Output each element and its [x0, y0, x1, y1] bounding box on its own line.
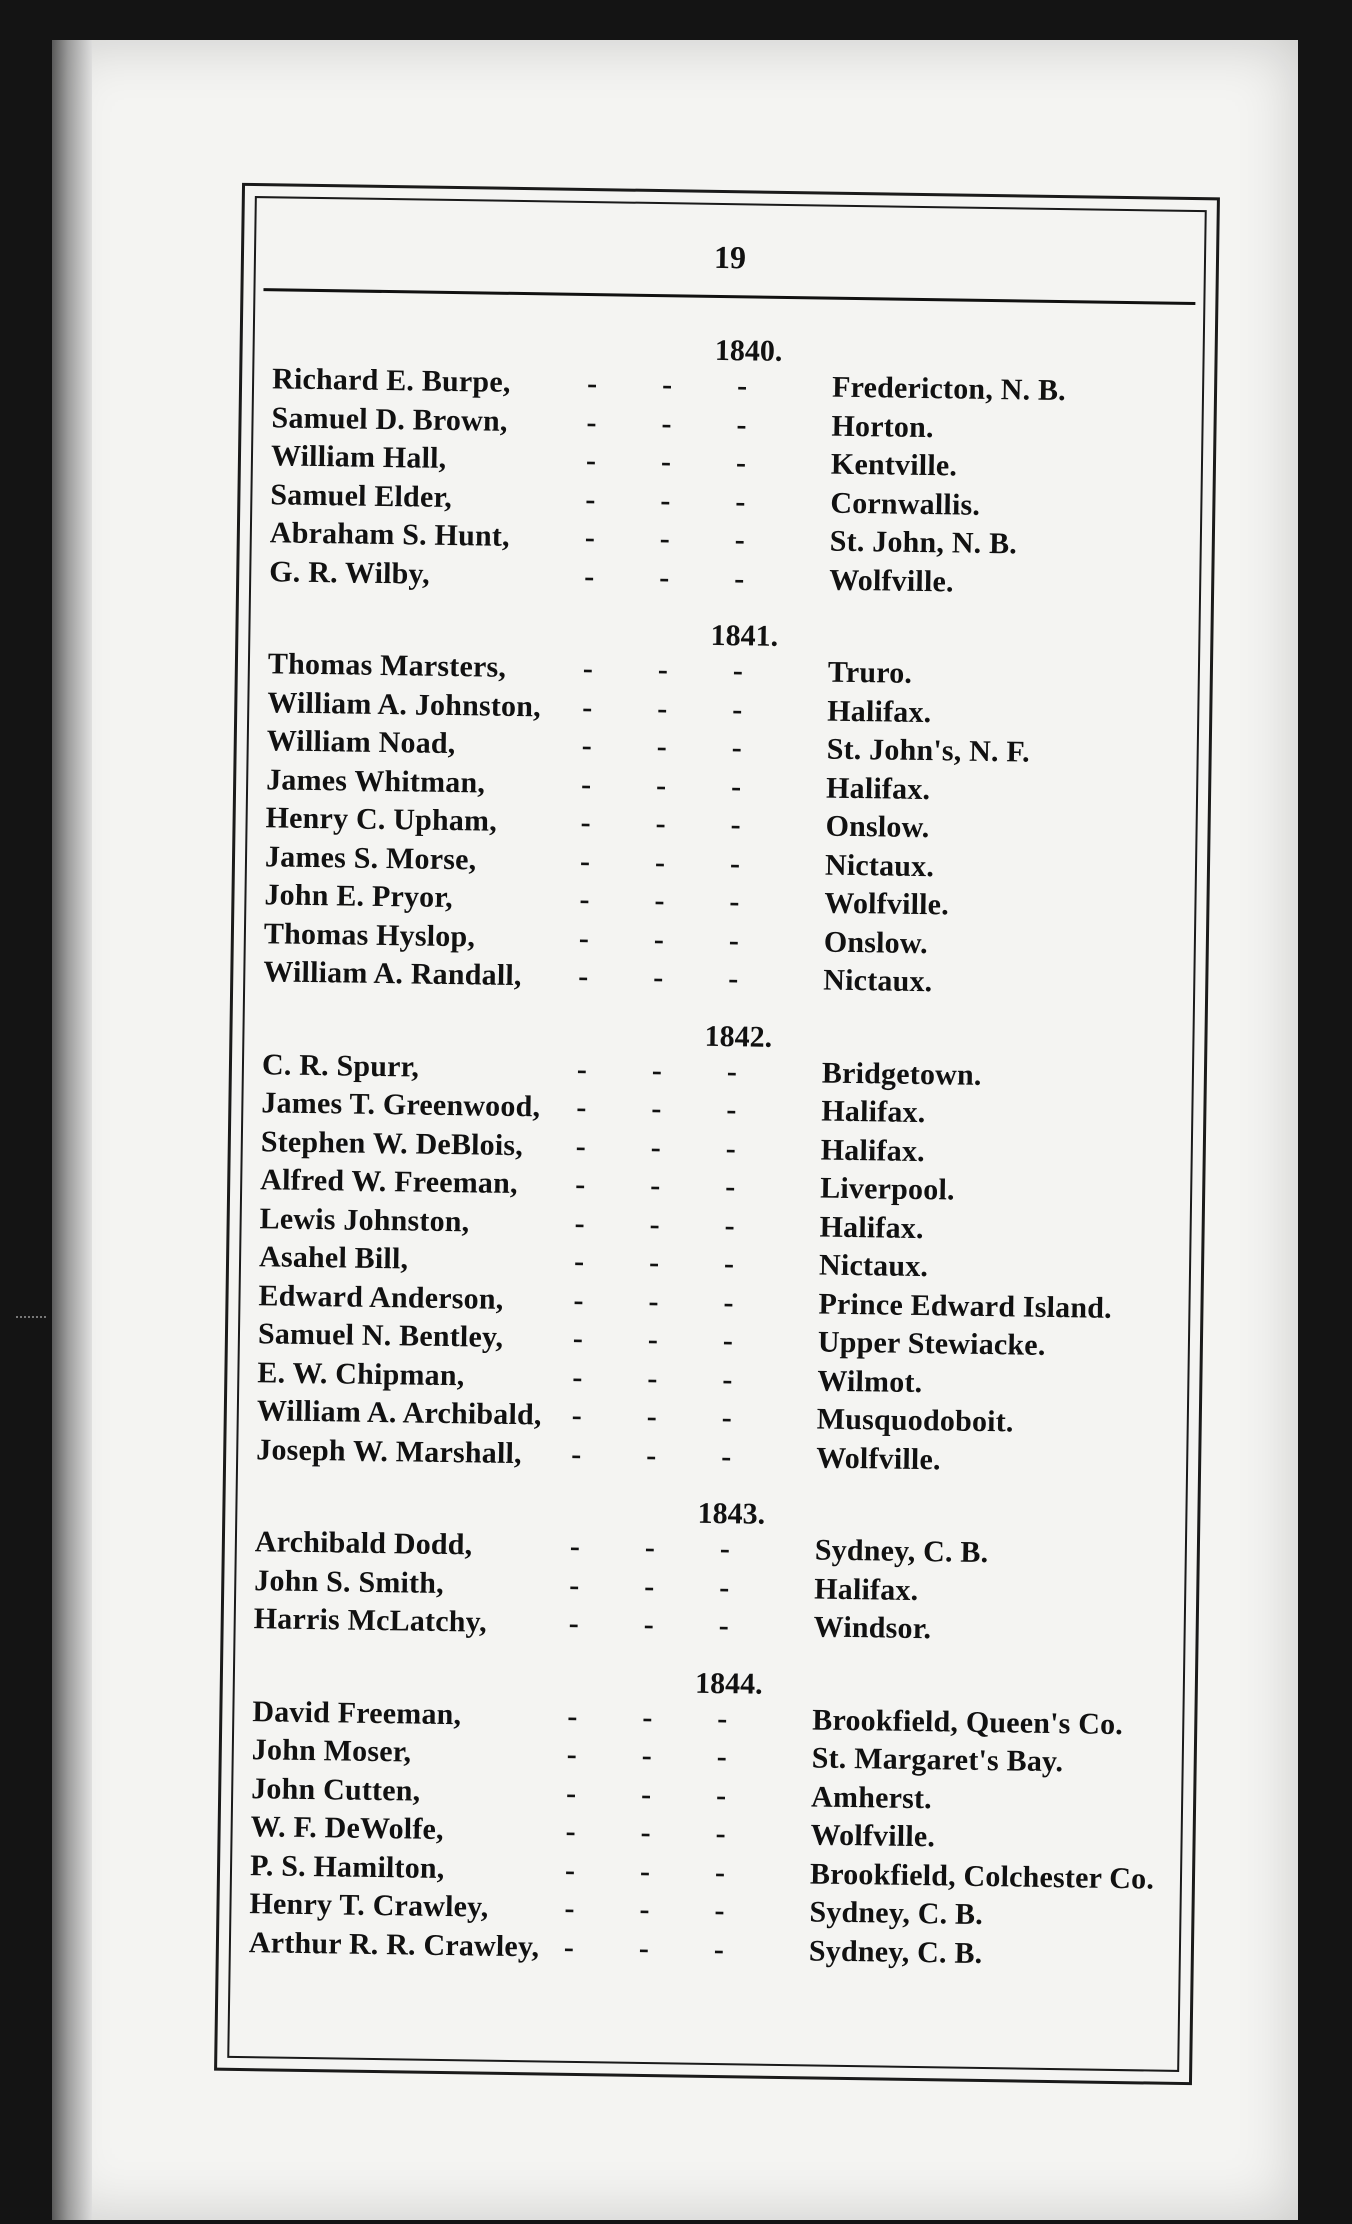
leader-dash: - — [654, 845, 666, 879]
leader-dash: - — [715, 1817, 727, 1851]
leader-dash: - — [660, 483, 671, 517]
person-name: James T. Greenwood, — [261, 1086, 541, 1124]
leader-dash: - — [734, 561, 745, 595]
leader-dash: - — [653, 961, 664, 995]
leader-dash: - — [565, 1814, 577, 1848]
leader-dash: - — [729, 846, 741, 880]
person-name: Henry T. Crawley, — [249, 1887, 489, 1924]
person-name: John S. Smith, — [254, 1563, 445, 1600]
leader-dash: - — [735, 446, 747, 480]
leader-dash: - — [719, 1570, 730, 1604]
person-name: Stephen W. DeBlois, — [260, 1124, 524, 1162]
leader-dash: - — [585, 443, 597, 478]
leader-dash: - — [724, 1170, 736, 1204]
person-name: William A. Randall, — [263, 955, 522, 993]
person-name: G. R. Wilby, — [269, 554, 431, 591]
leader-dash: - — [649, 1207, 661, 1241]
leader-dash: - — [725, 1131, 737, 1165]
leader-dash: - — [736, 407, 747, 441]
residence-place: Bridgetown. — [821, 1056, 982, 1092]
leader-dash: - — [653, 922, 665, 956]
leader-dash: - — [713, 1932, 725, 1966]
leader-dash: - — [655, 768, 667, 802]
leader-dash: - — [651, 1053, 663, 1087]
residence-place: Halifax. — [819, 1210, 924, 1245]
residence-place: Halifax. — [825, 771, 931, 806]
person-name: Thomas Marsters, — [267, 647, 507, 684]
leader-dash: - — [722, 1324, 734, 1358]
residence-place: Nictaux. — [818, 1248, 929, 1284]
person-name: John Moser, — [251, 1733, 412, 1769]
leader-dash: - — [728, 962, 739, 996]
leader-dash: - — [715, 1778, 727, 1812]
leader-dash: - — [580, 767, 592, 801]
leader-dash: - — [640, 1777, 652, 1811]
leader-dash: - — [569, 1529, 581, 1564]
margin-smudge — [16, 1316, 46, 1324]
leader-dash: - — [657, 653, 669, 687]
year-heading: 1843. — [697, 1496, 766, 1531]
year-section — [226, 1011, 1205, 1485]
residence-place: Onslow. — [823, 925, 929, 960]
year-section — [233, 611, 1211, 1008]
leader-dash: - — [574, 1167, 586, 1202]
person-name: William A. Johnston, — [267, 685, 542, 723]
leader-dash: - — [565, 1776, 577, 1810]
book-spine-shadow — [52, 40, 92, 2220]
leader-dash: - — [578, 921, 590, 955]
leader-dash: - — [642, 1700, 653, 1734]
leader-dash: - — [726, 1093, 737, 1127]
person-name: William A. Archibald, — [256, 1394, 542, 1432]
leader-dash: - — [734, 523, 746, 557]
leader-dash: - — [723, 1285, 734, 1319]
leader-dash: - — [580, 805, 592, 840]
leader-dash: - — [661, 406, 672, 440]
person-name: Joseph W. Marshall, — [256, 1432, 523, 1470]
person-name: John E. Pryor, — [264, 878, 454, 915]
leader-dash: - — [731, 731, 743, 765]
person-name: Richard E. Burpe, — [271, 362, 511, 399]
leader-dash: - — [586, 366, 598, 401]
page-number: 19 — [713, 238, 747, 276]
leader-dash: - — [641, 1738, 653, 1773]
leader-dash: - — [644, 1530, 656, 1565]
leader-dash: - — [648, 1284, 659, 1318]
leader-dash: - — [575, 1129, 587, 1163]
leader-dash: - — [651, 1092, 662, 1126]
page-frame — [214, 183, 1220, 2085]
residence-place: Halifax. — [827, 694, 932, 729]
leader-dash: - — [717, 1701, 728, 1735]
leader-dash: - — [659, 560, 670, 594]
residence-place: Sydney, C. B. — [809, 1895, 984, 1932]
residence-place: Horton. — [831, 409, 934, 444]
person-name: E. W. Chipman, — [257, 1355, 465, 1392]
leader-dash: - — [726, 1054, 738, 1088]
leader-dash: - — [568, 1606, 580, 1641]
person-name: John Cutten, — [250, 1771, 421, 1808]
leader-dash: - — [645, 1438, 657, 1472]
person-name: Edward Anderson, — [258, 1278, 504, 1316]
leader-dash: - — [638, 1931, 650, 1965]
person-name: W. F. DeWolfe, — [250, 1810, 444, 1847]
leader-dash: - — [720, 1439, 732, 1473]
leader-dash: - — [654, 884, 665, 918]
residence-place: Truro. — [827, 655, 913, 690]
residence-place: Brookfield, Colchester Co. — [809, 1856, 1155, 1896]
leader-dash: - — [573, 1244, 585, 1279]
person-name: Thomas Hyslop, — [263, 916, 476, 953]
residence-place: Kentville. — [830, 447, 958, 483]
residence-place: Brookfield, Queen's Co. — [812, 1702, 1124, 1741]
leader-dash: - — [639, 1854, 651, 1888]
year-heading: 1840. — [714, 333, 783, 368]
person-name: Samuel D. Brown, — [271, 400, 508, 438]
residence-place: Wolfville. — [810, 1818, 936, 1854]
leader-dash: - — [722, 1362, 733, 1396]
leader-dash: - — [735, 484, 746, 518]
person-name: Harris McLatchy, — [253, 1602, 488, 1639]
residence-place: Prince Edward Island. — [818, 1287, 1113, 1325]
person-name: P. S. Hamilton, — [249, 1848, 445, 1885]
leader-dash: - — [661, 368, 673, 402]
leader-dash: - — [656, 730, 668, 764]
residence-place: Halifax. — [820, 1133, 926, 1168]
leader-dash: - — [643, 1607, 655, 1642]
person-name: David Freeman, — [252, 1694, 462, 1731]
leader-dash: - — [648, 1246, 660, 1280]
residence-place: Wolfville. — [828, 563, 954, 598]
leader-dash: - — [584, 559, 595, 593]
leader-dash: - — [721, 1401, 733, 1435]
leader-dash: - — [572, 1360, 583, 1394]
leader-dash: - — [649, 1169, 661, 1203]
leader-dash: - — [573, 1283, 584, 1317]
leader-dash: - — [640, 1815, 652, 1850]
person-name: Alfred W. Freeman, — [260, 1163, 518, 1201]
leader-dash: - — [586, 405, 597, 439]
leader-dash: - — [578, 959, 589, 994]
leader-dash: - — [584, 520, 596, 555]
person-name: James Whitman, — [265, 762, 486, 800]
residence-place: Halifax. — [821, 1094, 926, 1130]
residence-place: Nictaux. — [823, 963, 933, 999]
leader-dash: - — [728, 923, 740, 957]
residence-place: Musquodoboit. — [816, 1402, 1014, 1439]
residence-place: Wolfville. — [815, 1441, 941, 1476]
person-name: Samuel N. Bentley, — [257, 1317, 504, 1354]
leader-dash: - — [582, 651, 594, 686]
leader-dash: - — [659, 522, 671, 556]
year-heading: 1842. — [704, 1019, 773, 1054]
leader-dash: - — [639, 1892, 650, 1927]
residence-place: Wolfville. — [824, 886, 950, 922]
person-name: William Hall, — [270, 439, 447, 475]
leader-dash: - — [724, 1208, 736, 1242]
leader-dash: - — [585, 482, 596, 516]
residence-place: Liverpool. — [819, 1171, 955, 1207]
leader-dash: - — [647, 1323, 659, 1357]
year-heading: 1841. — [710, 618, 779, 653]
leader-dash: - — [730, 808, 742, 842]
leader-dash: - — [582, 690, 593, 724]
person-name: Henry C. Upham, — [265, 801, 498, 838]
leader-dash: - — [732, 654, 744, 688]
person-name: Arthur R. R. Crawley, — [248, 1925, 540, 1963]
alumni-listing — [218, 326, 1214, 1996]
leader-dash: - — [567, 1699, 578, 1733]
leader-dash: - — [716, 1740, 728, 1774]
leader-dash: - — [570, 1437, 582, 1471]
leader-dash: - — [579, 882, 590, 917]
residence-place: Wilmot. — [817, 1364, 923, 1399]
leader-dash: - — [730, 769, 742, 803]
leader-dash: - — [650, 1130, 662, 1164]
residence-place: St. John, N. B. — [829, 524, 1018, 561]
leader-dash: - — [563, 1930, 575, 1964]
person-name: Samuel Elder, — [270, 477, 453, 514]
year-section — [219, 1658, 1195, 1978]
residence-place: Sydney, C. B. — [814, 1533, 989, 1570]
leader-dash: - — [571, 1398, 583, 1433]
residence-place: Cornwallis. — [830, 486, 981, 522]
residence-place: Amherst. — [810, 1779, 933, 1815]
leader-dash: - — [714, 1894, 725, 1928]
leader-dash: - — [736, 369, 748, 403]
residence-place: Upper Stewiacke. — [817, 1325, 1046, 1362]
person-name: Archibald Dodd, — [254, 1525, 473, 1562]
year-section — [239, 326, 1215, 607]
leader-dash: - — [564, 1891, 575, 1925]
residence-place: Nictaux. — [824, 848, 935, 883]
person-name: William Noad, — [266, 724, 456, 761]
leader-dash: - — [719, 1532, 731, 1566]
residence-place: Fredericton, N. B. — [831, 370, 1067, 408]
leader-dash: - — [566, 1737, 578, 1771]
leader-dash: - — [576, 1090, 587, 1125]
residence-place: Windsor. — [813, 1610, 932, 1646]
leader-dash: - — [644, 1569, 655, 1603]
leader-dash: - — [714, 1855, 726, 1889]
leader-dash: - — [569, 1568, 580, 1602]
leader-dash: - — [581, 728, 593, 763]
leader-dash: - — [732, 692, 743, 726]
leader-dash: - — [729, 885, 740, 919]
residence-place: Halifax. — [814, 1571, 919, 1607]
leader-dash: - — [564, 1853, 576, 1887]
leader-dash: - — [576, 1052, 588, 1086]
leader-dash: - — [574, 1206, 586, 1240]
person-name: Lewis Johnston, — [259, 1201, 470, 1238]
leader-dash: - — [646, 1399, 658, 1434]
leader-dash: - — [647, 1361, 658, 1395]
person-name: C. R. Spurr, — [261, 1047, 420, 1084]
person-name: James S. Morse, — [264, 839, 477, 876]
leader-dash: - — [579, 844, 591, 878]
leader-dash: - — [572, 1321, 584, 1356]
leader-dash: - — [660, 445, 672, 479]
leader-dash: - — [657, 691, 668, 725]
residence-place: St. Margaret's Bay. — [811, 1741, 1064, 1779]
person-name: Asahel Bill, — [258, 1240, 409, 1276]
leader-dash: - — [718, 1609, 730, 1643]
residence-place: St. John's, N. F. — [826, 732, 1031, 769]
residence-place: Sydney, C. B. — [808, 1933, 983, 1970]
year-heading: 1844. — [694, 1666, 763, 1701]
leader-dash: - — [655, 807, 667, 841]
residence-place: Onslow. — [825, 809, 930, 845]
person-name: Abraham S. Hunt, — [269, 516, 511, 553]
leader-dash: - — [723, 1247, 735, 1281]
year-section — [223, 1489, 1197, 1655]
